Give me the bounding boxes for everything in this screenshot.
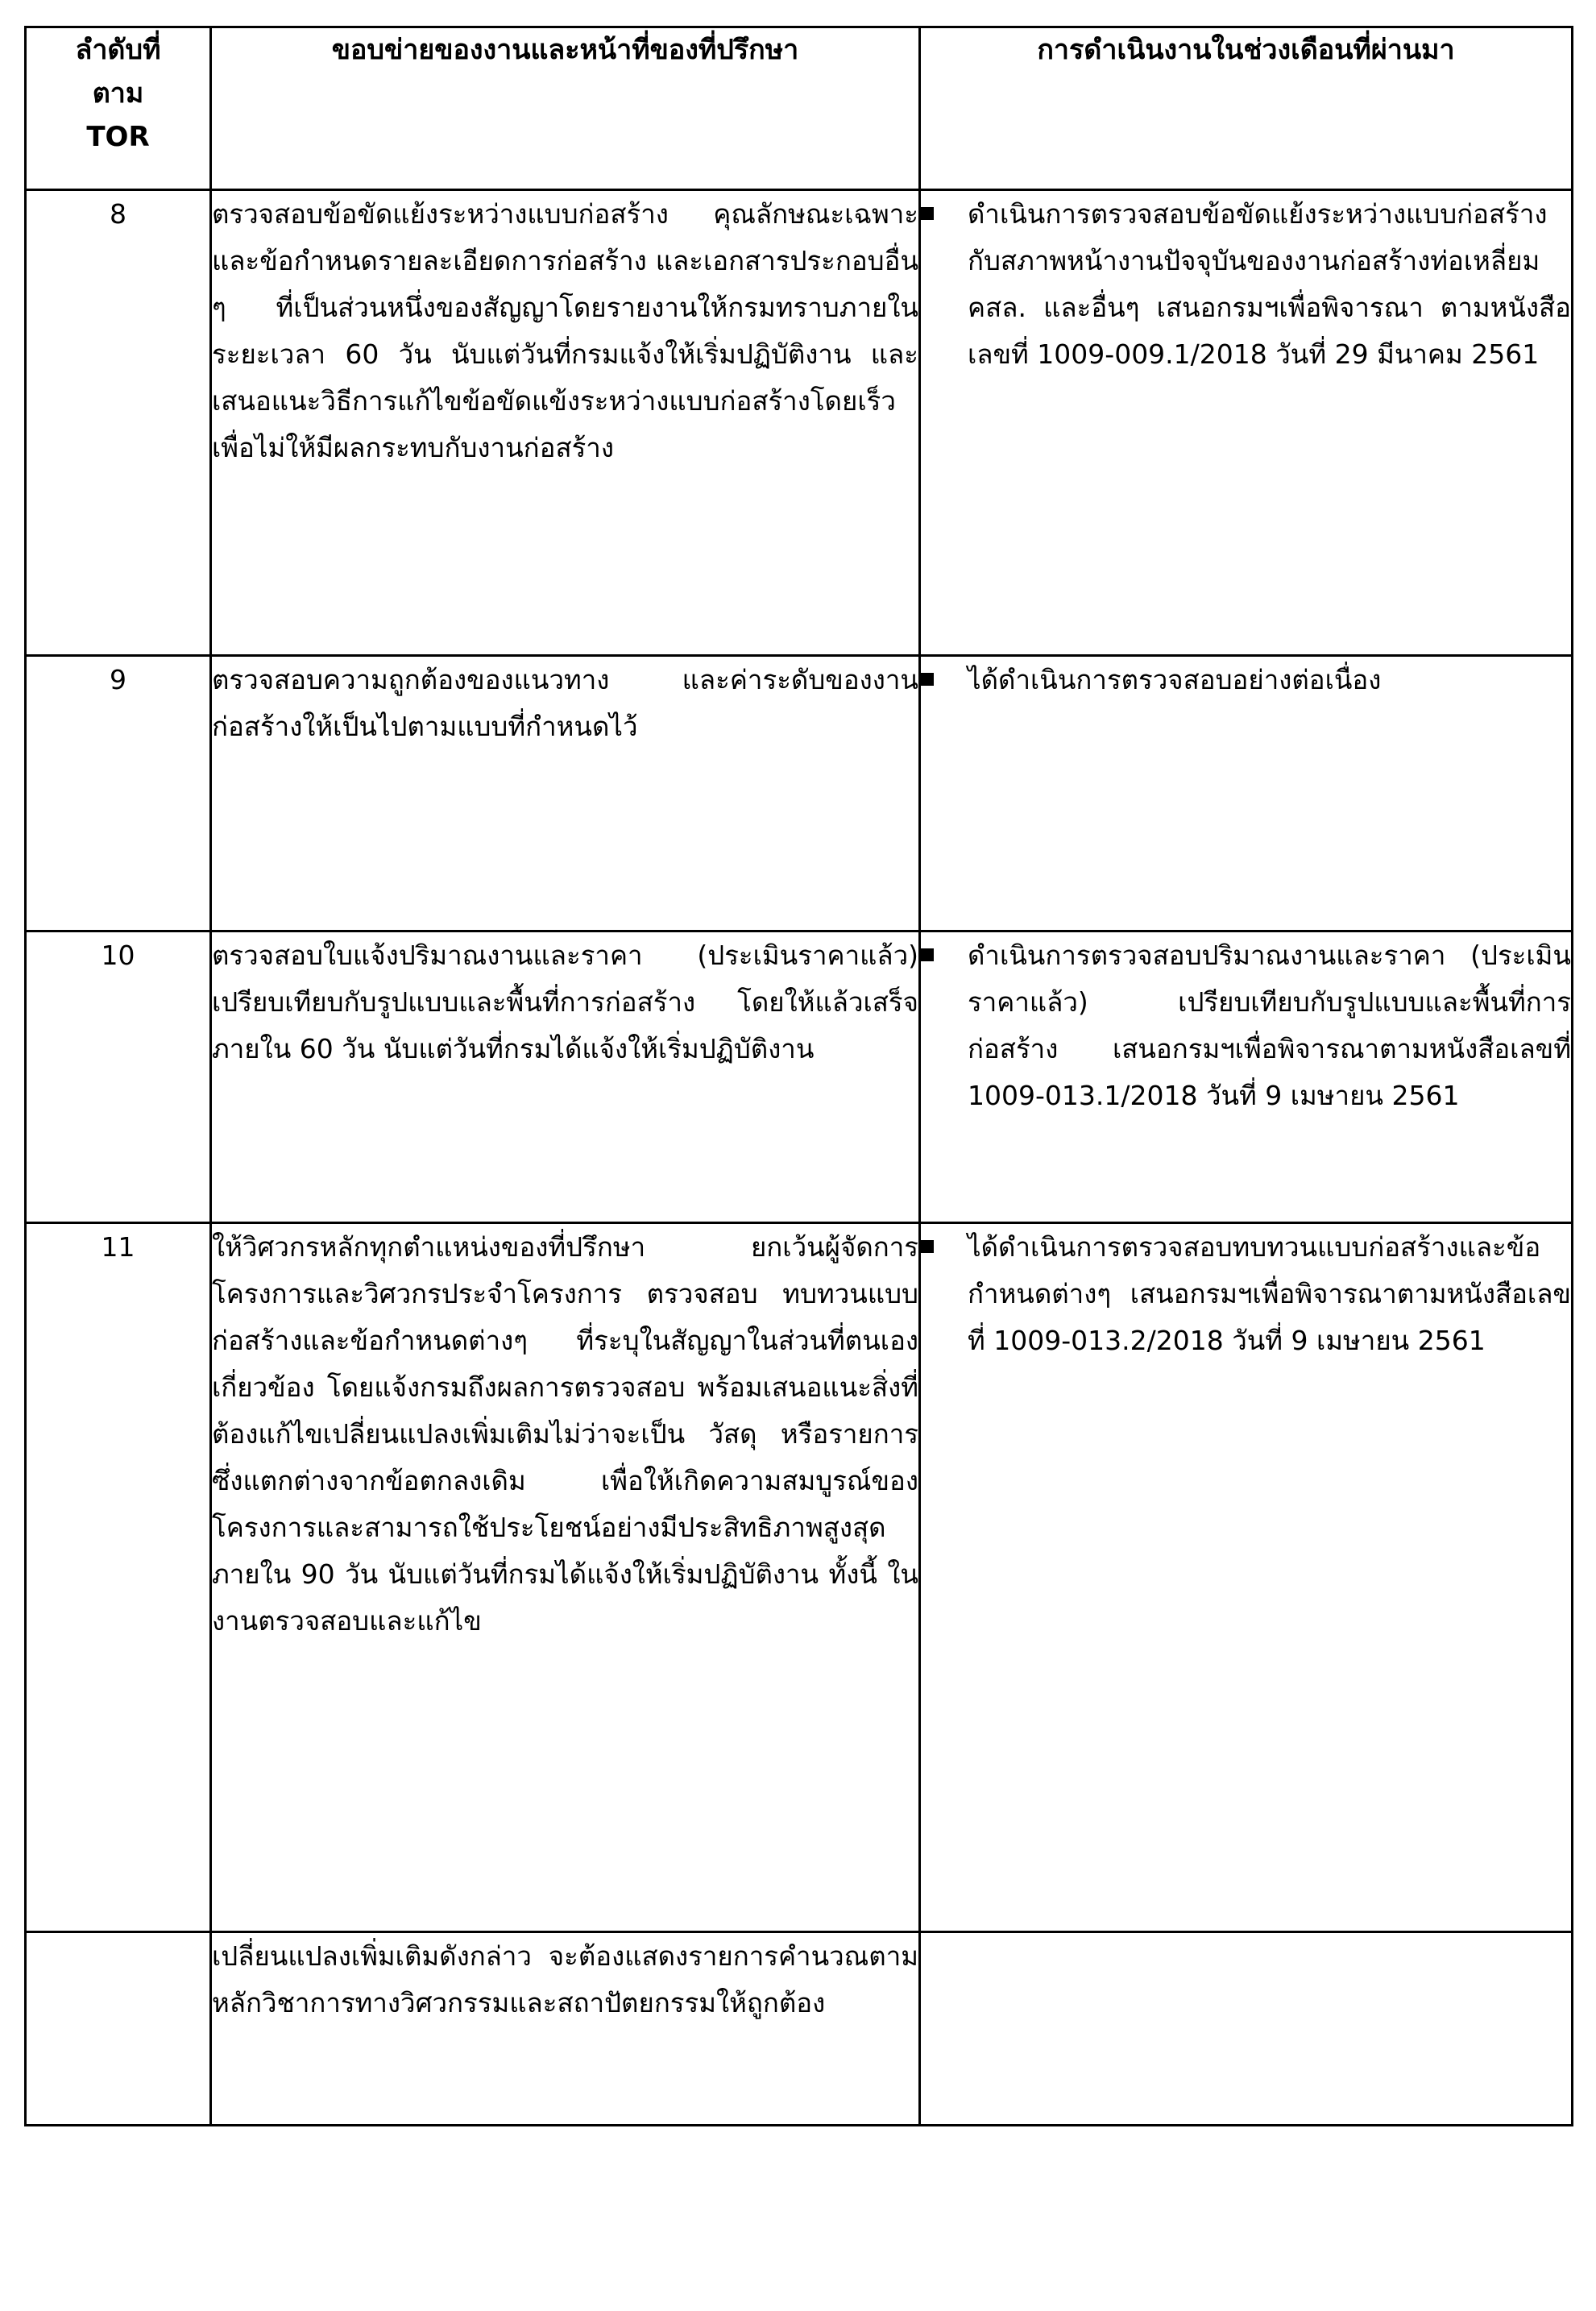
tor-scope-table <box>24 26 1573 2126</box>
tor-number: 10 <box>26 931 211 1223</box>
scope-text: ตรวจสอบใบแจ้งปริมาณงานและราคา (ประเมินราคาแล้ว) เปรียบเทียบกับรูปแบบและพื้นที่การก่อสร้าง โดยให้แล้วเสร็จภายใน 60 วัน นับแต่วันที่กรมได้แจ้งให้เริ่มปฏิบัติงาน <box>211 931 920 1223</box>
header-tor-number-line1: ลำดับที่ <box>75 34 161 66</box>
header-tor-number <box>26 27 211 190</box>
work-cell-empty <box>920 1932 1573 2126</box>
tor-number <box>26 1932 211 2126</box>
work-cell <box>920 190 1573 656</box>
work-cell <box>920 656 1573 931</box>
table-row <box>26 931 1573 1223</box>
scope-text: ตรวจสอบข้อขัดแย้งระหว่างแบบก่อสร้าง คุณลักษณะเฉพาะและข้อกำหนดรายละเอียดการก่อสร้าง และเอกสารประกอบอื่น ๆ ที่เป็นส่วนหนึ่งของสัญญาโดยรายงานให้กรมทราบภายในระยะเวลา 60 วัน นับแต่วันที่กรมแจ้งให้เริ่มปฏิบัติงาน และเสนอแนะวิธีการแก้ไขข้อขัดแข้งระหว่างแบบก่อสร้างโดยเร็วเพื่อไม่ให้มีผลกระทบกับงานก่อสร้าง <box>211 190 920 656</box>
header-scope: ขอบข่ายของงานและหน้าที่ของที่ปรึกษา <box>211 27 920 190</box>
scope-text: เปลี่ยนแปลงเพิ่มเติมดังกล่าว จะต้องแสดงรายการคำนวณตามหลักวิชาการทางวิศวกรรมและสถาปัตยกรรมให้ถูกต้อง <box>211 1932 920 2126</box>
table-row <box>26 190 1573 656</box>
scope-text: ตรวจสอบความถูกต้องของแนวทาง และค่าระดับของงานก่อสร้างให้เป็นไปตามแบบที่กำหนดไว้ <box>211 656 920 931</box>
header-tor-number-line3: TOR <box>86 121 150 153</box>
table-header-row <box>26 27 1573 190</box>
work-cell <box>920 931 1573 1223</box>
tor-number: 8 <box>26 190 211 656</box>
table-row-continuation <box>26 1932 1573 2126</box>
square-bullet-icon <box>921 207 934 220</box>
square-bullet-icon <box>921 673 934 686</box>
tor-number: 9 <box>26 656 211 931</box>
scope-text: ให้วิศวกรหลักทุกตำแหน่งของที่ปรึกษา ยกเว้นผู้จัดการโครงการและวิศวกรประจำโครงการ ตรวจสอบ ทบทวนแบบก่อสร้างและข้อกำหนดต่างๆ ที่ระบุในสัญญาในส่วนที่ตนเองเกี่ยวข้อง โดยแจ้งกรมถึงผลการตรวจสอบ พร้อมเสนอแนะสิ่งที่ต้องแก้ไขเปลี่ยนแปลงเพิ่มเติมไม่ว่าจะเป็น วัสดุ หรือรายการซึ่งแตกต่างจากข้อตกลงเดิม เพื่อให้เกิดความสมบูรณ์ของโครงการและสามารถใช้ประโยชน์อย่างมีประสิทธิภาพสูงสุด ภายใน 90 วัน นับแต่วันที่กรมได้แจ้งให้เริ่มปฏิบัติงาน ทั้งนี้ ในงานตรวจสอบและแก้ไข <box>211 1223 920 1932</box>
table-row <box>26 1223 1573 1932</box>
tor-number: 11 <box>26 1223 211 1932</box>
square-bullet-icon <box>921 1240 934 1253</box>
work-text: ได้ดำเนินการตรวจสอบทบทวนแบบก่อสร้างและข้อกำหนดต่างๆ เสนอกรมฯเพื่อพิจารณาตามหนังสือเลขที่ 1009-013.2/2018 วันที่ 9 เมษายน 2561 <box>968 1231 1571 1356</box>
header-work-done: การดำเนินงานในช่วงเดือนที่ผ่านมา <box>920 27 1573 190</box>
work-text: ได้ดำเนินการตรวจสอบอย่างต่อเนื่อง <box>968 664 1382 695</box>
square-bullet-icon <box>921 948 934 961</box>
header-tor-number-line2: ตาม <box>92 77 144 110</box>
work-text: ดำเนินการตรวจสอบข้อขัดแย้งระหว่างแบบก่อสร้าง กับสภาพหน้างานปัจจุบันของงานก่อสร้างท่อเหลี่ยม คสล. และอื่นๆ เสนอกรมฯเพื่อพิจารณา ตามหนังสือเลขที่ 1009-009.1/2018 วันที่ 29 มีนาคม 2561 <box>968 198 1571 370</box>
work-text: ดำเนินการตรวจสอบปริมาณงานและราคา (ประเมินราคาแล้ว) เปรียบเทียบกับรูปแบบและพื้นที่การก่อสร้าง เสนอกรมฯเพื่อพิจารณาตามหนังสือเลขที่ 1009-013.1/2018 วันที่ 9 เมษายน 2561 <box>968 940 1571 1111</box>
work-cell <box>920 1223 1573 1932</box>
table-row <box>26 656 1573 931</box>
